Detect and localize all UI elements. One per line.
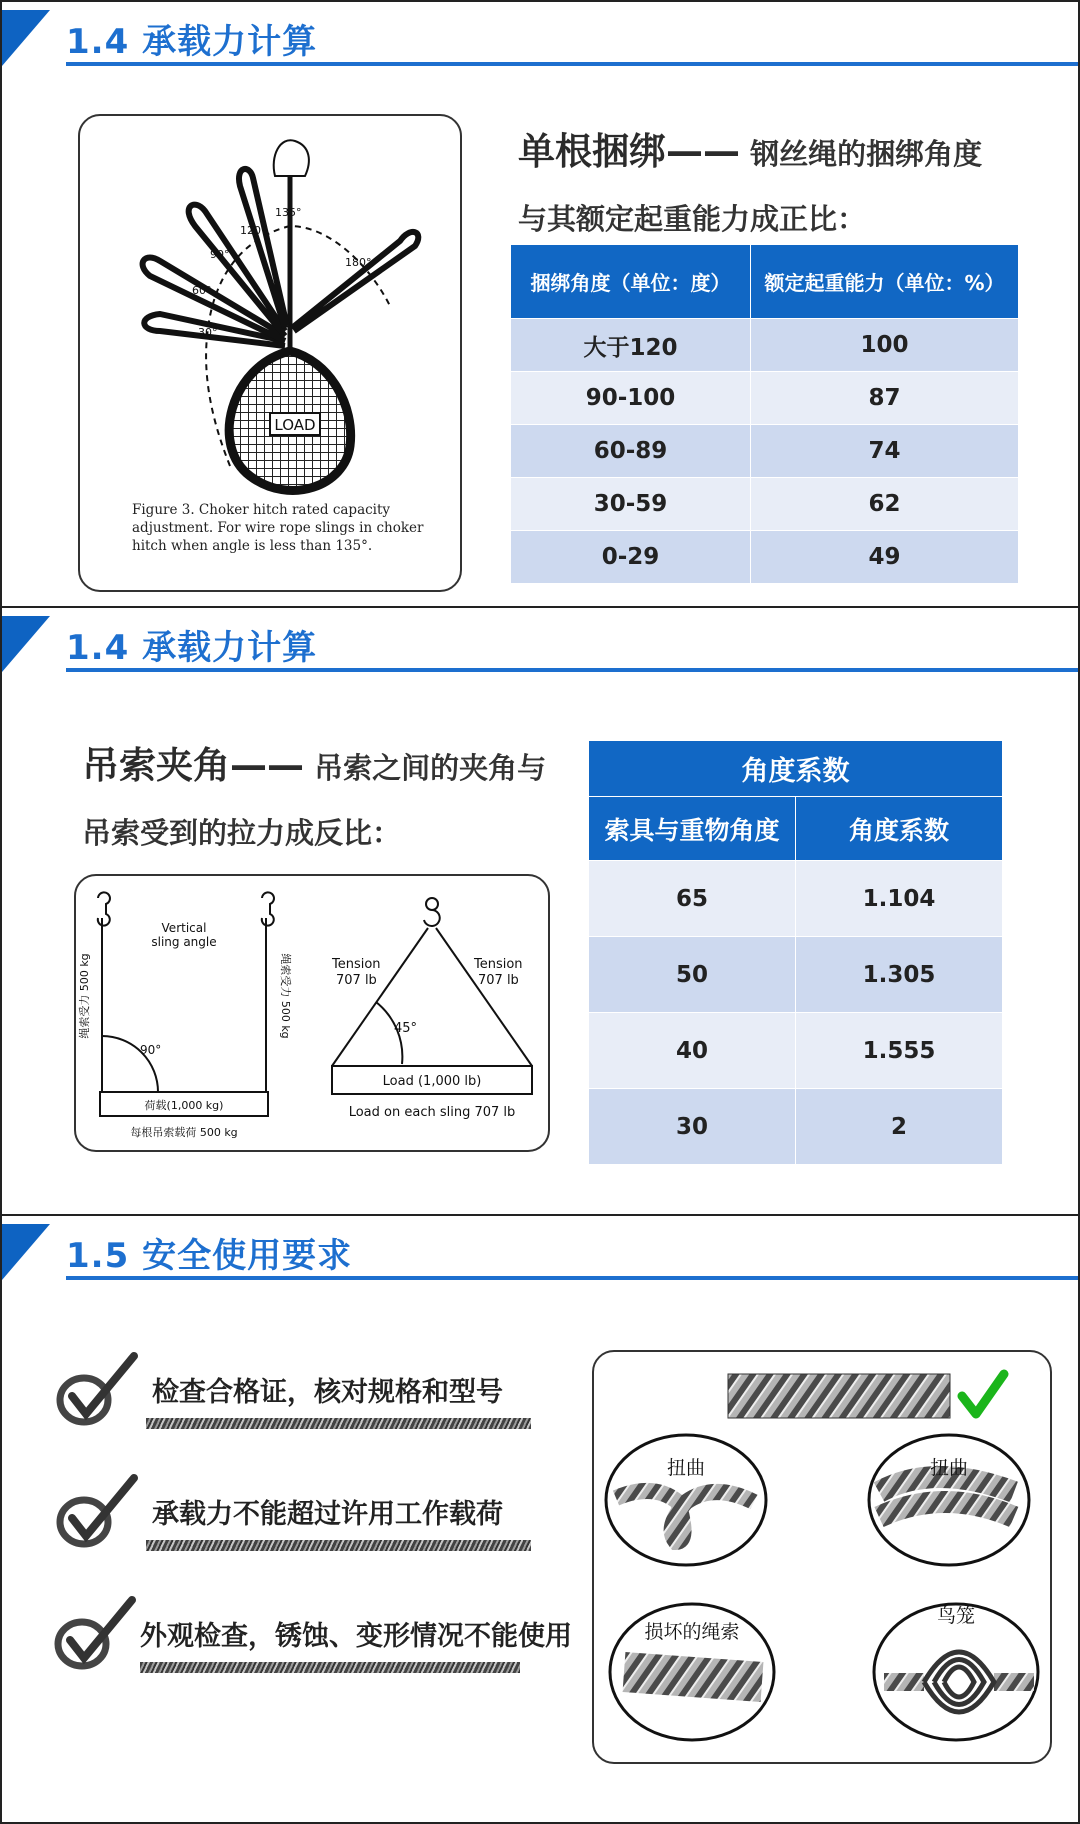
section-title: 1.5 安全使用要求 <box>66 1236 353 1276</box>
table-cell: 1.305 <box>796 937 1003 1013</box>
single-hitch-heading <box>518 122 1008 254</box>
table-cell: 62 <box>751 478 1019 531</box>
section-title: 1.4 承载力计算 <box>66 22 318 62</box>
section-header <box>2 1224 1080 1280</box>
angle-coefficient-table <box>588 740 1003 1165</box>
angle-label-30: 30° <box>198 326 218 339</box>
table-header-angle: 索具与重物角度 <box>589 797 796 861</box>
table-cell: 74 <box>751 425 1019 478</box>
rope-label-damaged: 损坏的绳索 <box>644 1621 740 1643</box>
left-title-line1: Vertical <box>161 921 207 935</box>
table-header-coefficient: 角度系数 <box>796 797 1003 861</box>
table-cell: 大于120 <box>511 319 751 372</box>
checkmark-icon <box>52 1346 142 1436</box>
tension-left-line1: Tension <box>332 957 381 972</box>
tension-right-line1: Tension <box>474 957 523 972</box>
table-cell: 1.104 <box>796 861 1003 937</box>
requirement-text: 承载力不能超过许用工作载荷 <box>152 1499 503 1530</box>
section-title: 1.4 承载力计算 <box>66 628 318 668</box>
table-cell: 1.555 <box>796 1013 1003 1089</box>
table-cell: 30 <box>589 1089 796 1165</box>
tension-right-line2: 707 lb <box>478 973 519 988</box>
table-cell: 49 <box>751 531 1019 584</box>
angle-label-135: 135° <box>275 206 302 219</box>
table-cell: 90-100 <box>511 372 751 425</box>
angle-label-180: 180° <box>345 256 372 269</box>
requirement-item <box>52 1346 572 1456</box>
choker-hitch-illustration <box>80 116 460 590</box>
table-cell: 2 <box>796 1089 1003 1165</box>
brush-underline <box>140 1662 520 1673</box>
requirement-text: 外观检查，锈蚀、变形情况不能使用 <box>140 1621 572 1652</box>
checkmark-icon <box>50 1590 140 1680</box>
wire-rope-defects-figure <box>592 1350 1052 1764</box>
header-accent-triangle <box>2 616 50 672</box>
sling-angle-illustration <box>76 876 548 1150</box>
rope-label-birdcage: 鸟笼 <box>936 1605 976 1627</box>
figure-caption-line1: Figure 3. Choker hitch rated capacity <box>132 502 391 518</box>
sling-angle-figure <box>74 874 550 1152</box>
rope-label-kink-1: 扭曲 <box>666 1457 706 1479</box>
figure-caption-line3: hitch when angle is less than 135°. <box>132 538 373 554</box>
checkmark-icon <box>52 1468 142 1558</box>
angle-label-60: 60° <box>192 284 212 297</box>
angle-label-120: 120° <box>240 224 267 237</box>
header-underline <box>66 668 1078 672</box>
figure-caption-line2: adjustment. For wire rope slings in choker <box>132 520 424 536</box>
table-title: 角度系数 <box>589 741 1003 797</box>
brush-underline <box>146 1418 531 1429</box>
table-cell: 87 <box>751 372 1019 425</box>
table-cell: 65 <box>589 861 796 937</box>
right-angle-label: 45° <box>394 1021 418 1036</box>
section-header <box>2 10 1080 66</box>
slide-sling-angle <box>0 608 1080 1216</box>
load-label: LOAD <box>274 416 316 434</box>
choker-hitch-figure <box>78 114 462 592</box>
requirement-item <box>50 1590 570 1700</box>
table-cell: 60-89 <box>511 425 751 478</box>
left-title-line2: sling angle <box>151 935 217 949</box>
heading-emphasis: 吊索夹角—— <box>82 744 304 787</box>
brush-underline <box>146 1540 531 1551</box>
header-underline <box>66 1276 1078 1280</box>
left-load-label: 荷载(1,000 kg) <box>144 1099 224 1112</box>
header-underline <box>66 62 1078 66</box>
right-caption: Load on each sling 707 lb <box>348 1105 516 1120</box>
tension-left-line2: 707 lb <box>336 973 377 988</box>
requirement-item <box>52 1468 572 1578</box>
check-icon <box>962 1374 1004 1414</box>
right-load-label: Load (1,000 lb) <box>382 1074 482 1089</box>
choker-capacity-table <box>510 244 1019 584</box>
table-cell: 40 <box>589 1013 796 1089</box>
left-side-label: 绳索受力 500 kg <box>78 953 91 1039</box>
heading-text: 钢丝绳的捆绑角度与其额定起重能力成正比： <box>518 137 983 236</box>
rope-label-kink-2: 扭曲 <box>929 1457 969 1479</box>
heading-emphasis: 单根捆绑—— <box>518 130 740 173</box>
table-header-angle: 捆绑角度（单位：度） <box>511 245 751 319</box>
left-caption: 每根吊索载荷 500 kg <box>130 1126 238 1139</box>
sling-angle-heading <box>82 736 562 868</box>
table-header-capacity: 额定起重能力（单位：%） <box>751 245 1019 319</box>
heading-text: 吊索之间的夹角与吊索受到的拉力成反比： <box>82 751 547 850</box>
wire-rope-defects-illustration <box>594 1352 1050 1762</box>
section-header <box>2 616 1080 672</box>
angle-label-90: 90° <box>210 248 230 261</box>
table-cell: 50 <box>589 937 796 1013</box>
header-accent-triangle <box>2 10 50 66</box>
table-cell: 100 <box>751 319 1019 372</box>
table-cell: 0-29 <box>511 531 751 584</box>
table-cell: 30-59 <box>511 478 751 531</box>
header-accent-triangle <box>2 1224 50 1280</box>
slide-safety-requirements <box>0 1216 1080 1824</box>
right-side-label: 绳索受力 500 kg <box>279 953 292 1039</box>
slide-load-capacity-single <box>0 0 1080 608</box>
requirement-text: 检查合格证，核对规格和型号 <box>152 1377 503 1408</box>
left-angle-label: 90° <box>140 1043 162 1057</box>
